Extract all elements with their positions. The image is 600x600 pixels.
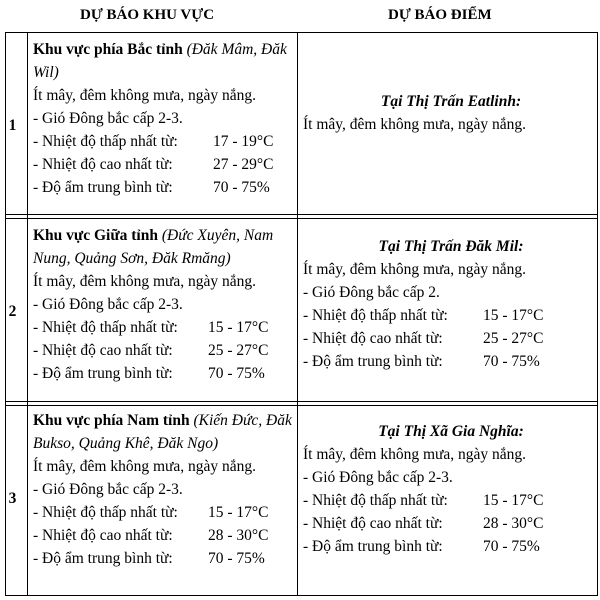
region-humidity-value: 70 - 75% [213, 179, 270, 196]
table-border-right [597, 32, 598, 596]
point-humidity: - Độ ẩm trung bình từ: 70 - 75% [303, 350, 597, 373]
header-point: DỰ BÁO ĐIỂM [388, 7, 492, 23]
region-temp-min-value: 15 - 17°C [208, 504, 269, 521]
region-title: Khu vực phía Bắc tỉnh (Đăk Mâm, Đăk Wil) [33, 41, 287, 81]
region-desc: Ít mây, đêm không mưa, ngày nắng. [33, 458, 257, 475]
region-temp-max: - Nhiệt độ cao nhất từ: 25 - 27°C [33, 339, 298, 362]
region-forecast-cell [33, 224, 298, 385]
row-index: 1 [8, 117, 17, 134]
region-humidity-value: 70 - 75% [208, 550, 265, 567]
point-wind: - Gió Đông bắc cấp 2. [303, 284, 440, 301]
region-title: Khu vực Giữa tỉnh (Đức Xuyên, Nam Nung, Quảng Sơn, Đăk Rmăng) [33, 227, 274, 267]
region-forecast-cell [33, 409, 298, 570]
point-temp-max-value: 25 - 27°C [483, 330, 544, 347]
forecast-table [5, 32, 598, 596]
column-divider-index [27, 32, 28, 596]
point-desc: Ít mây, đêm không mưa, ngày nắng. [303, 261, 527, 278]
header-region: DỰ BÁO KHU VỰC [80, 7, 215, 23]
point-temp-min: - Nhiệt độ thấp nhất từ: 15 - 17°C [303, 304, 597, 327]
point-desc: Ít mây, đêm không mưa, ngày nắng. [303, 116, 527, 133]
region-temp-max: - Nhiệt độ cao nhất từ: 27 - 29°C [33, 153, 298, 176]
point-humidity-value: 70 - 75% [483, 353, 540, 370]
region-humidity-value: 70 - 75% [208, 365, 265, 382]
row-divider-2 [5, 401, 598, 406]
point-humidity: - Độ ẩm trung bình từ: 70 - 75% [303, 535, 597, 558]
region-temp-max-value: 27 - 29°C [213, 156, 274, 173]
region-wind: - Gió Đông bắc cấp 2-3. [33, 296, 183, 313]
table-border-bottom [5, 595, 598, 596]
point-forecast-cell [301, 420, 597, 558]
point-location: Tại Thị Trấn Đăk Mil: [378, 238, 524, 255]
region-humidity: - Độ ẩm trung bình từ: 70 - 75% [33, 362, 298, 385]
region-humidity: - Độ ẩm trung bình từ: 70 - 75% [33, 547, 298, 570]
region-temp-max: - Nhiệt độ cao nhất từ: 28 - 30°C [33, 524, 298, 547]
region-temp-min: - Nhiệt độ thấp nhất từ: 15 - 17°C [33, 501, 298, 524]
region-forecast-cell [33, 38, 298, 199]
region-humidity: - Độ ẩm trung bình từ: 70 - 75% [33, 176, 298, 199]
point-temp-max: - Nhiệt độ cao nhất từ: 28 - 30°C [303, 512, 597, 535]
region-temp-min-value: 17 - 19°C [213, 133, 274, 150]
point-wind: - Gió Đông bắc cấp 2-3. [303, 469, 453, 486]
point-temp-max-value: 28 - 30°C [483, 515, 544, 532]
row-divider-1 [5, 214, 598, 219]
region-wind: - Gió Đông bắc cấp 2-3. [33, 481, 183, 498]
region-temp-min: - Nhiệt độ thấp nhất từ: 15 - 17°C [33, 316, 298, 339]
region-temp-max-value: 25 - 27°C [208, 342, 269, 359]
region-desc: Ít mây, đêm không mưa, ngày nắng. [33, 87, 257, 104]
point-temp-min-value: 15 - 17°C [483, 307, 544, 324]
row-index: 2 [8, 303, 17, 320]
point-temp-min-value: 15 - 17°C [483, 492, 544, 509]
region-temp-min: - Nhiệt độ thấp nhất từ: 17 - 19°C [33, 130, 298, 153]
region-desc: Ít mây, đêm không mưa, ngày nắng. [33, 273, 257, 290]
point-temp-max: - Nhiệt độ cao nhất từ: 25 - 27°C [303, 327, 597, 350]
point-temp-min: - Nhiệt độ thấp nhất từ: 15 - 17°C [303, 489, 597, 512]
region-temp-min-value: 15 - 17°C [208, 319, 269, 336]
point-forecast-cell [301, 235, 597, 373]
region-wind: - Gió Đông bắc cấp 2-3. [33, 110, 183, 127]
region-temp-max-value: 28 - 30°C [208, 527, 269, 544]
table-border-top [5, 32, 598, 33]
point-humidity-value: 70 - 75% [483, 538, 540, 555]
point-location: Tại Thị Trấn Eatlinh: [380, 93, 522, 110]
row-index: 3 [8, 490, 17, 507]
point-forecast-cell [301, 90, 597, 136]
point-location: Tại Thị Xã Gia Nghĩa: [378, 423, 524, 440]
region-title: Khu vực phía Nam tỉnh (Kiến Đức, Đăk Bukso, Quảng Khê, Đăk Ngo) [33, 412, 292, 452]
point-desc: Ít mây, đêm không mưa, ngày nắng. [303, 446, 527, 463]
